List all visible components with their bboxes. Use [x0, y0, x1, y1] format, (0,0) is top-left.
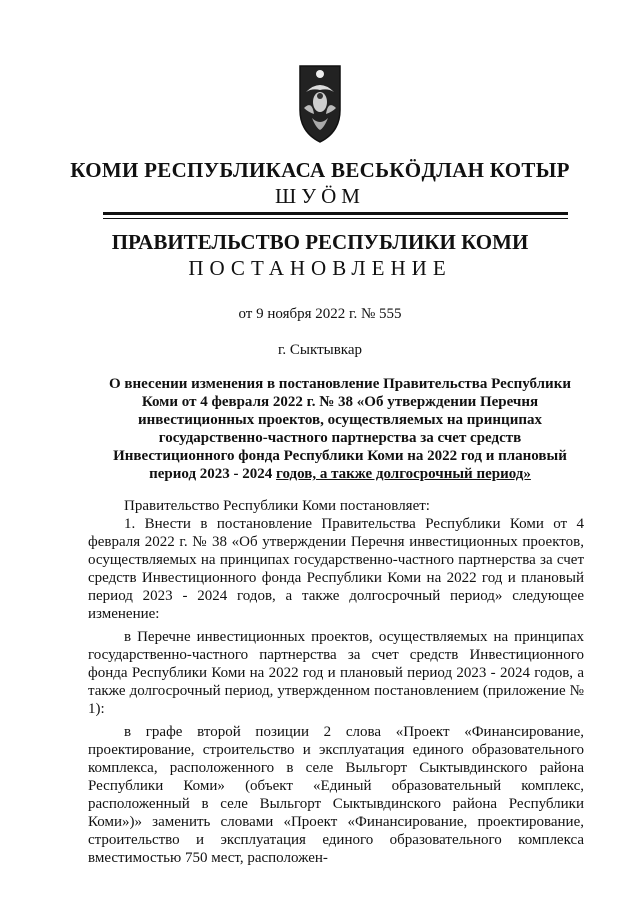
russian-header-line2: ПОСТАНОВЛЕНИЕ — [188, 256, 452, 280]
document-title — [100, 375, 580, 483]
header-divider-thick — [103, 212, 568, 215]
document-title-main: О внесении изменения в постановление Правительства Республики Коми от 4 февраля 2022 г. № 38 «Об утверждении Перечня инвестиционных проектов, осуществляемых на принципах государственно-частного партнерства за счет средств Инвестиционного фонда Республики Коми на 2022 год и плановый период 2023 - 2024 — [109, 376, 571, 482]
body-paragraph-2: 1. Внести в постановление Правительства Республики Коми от 4 февраля 2022 г. № 38 «Об утверждении Перечня инвестиционных проектов, осуществляемых на принципах государственно-частного партнерства за счет средств Инвестиционного фонда Республики Коми на 2022 год и плановый период 2023 - 2024 годов, а также долгосрочный период» следующее изменение: — [88, 516, 584, 622]
body-paragraph-1: Правительство Республики Коми постановляет: — [124, 498, 430, 514]
header-divider-thin — [103, 218, 568, 219]
document-city: г. Сыктывкар — [277, 342, 363, 358]
body-paragraph-3: в Перечне инвестиционных проектов, осуществляемых на принципах государственно-частного партнерства за счет средств Инвестиционного фонда Республики Коми на 2022 год и плановый период 2023 - 2024 годов, а также долгосрочный период, утвержденном постановлением (приложение № 1): — [88, 629, 584, 717]
body-paragraph-4: в графе второй позиции 2 слова «Проект «Финансирование, проектирование, строительство и эксплуатация единого образовательного комплекса, расположенного в селе Выльгорт Сыктывдинского района Республики Коми» (объект «Единый образовательный комплекс, расположенный в селе Выльгорт Сыктывдинского района Республики Коми»)» заменить словами «Проект «Финансирование, проектирование, строительство и эксплуатация единого образовательного комплекса вместимостью 750 мест, расположен- — [88, 724, 584, 866]
document-date-number: от 9 ноября 2022 г. № 555 — [238, 306, 402, 322]
komi-header-line2: ШУÖМ — [275, 184, 365, 208]
document-title-underlined: годов, а также долгосрочный период» — [276, 466, 531, 482]
komi-header-line1: КОМИ РЕСПУБЛИКАСА ВЕСЬКÖДЛАН КОТЫР — [70, 158, 570, 182]
coat-of-arms-emblem — [298, 62, 342, 144]
russian-header-line1: ПРАВИТЕЛЬСТВО РЕСПУБЛИКИ КОМИ — [111, 230, 529, 254]
document-body — [88, 497, 584, 872]
